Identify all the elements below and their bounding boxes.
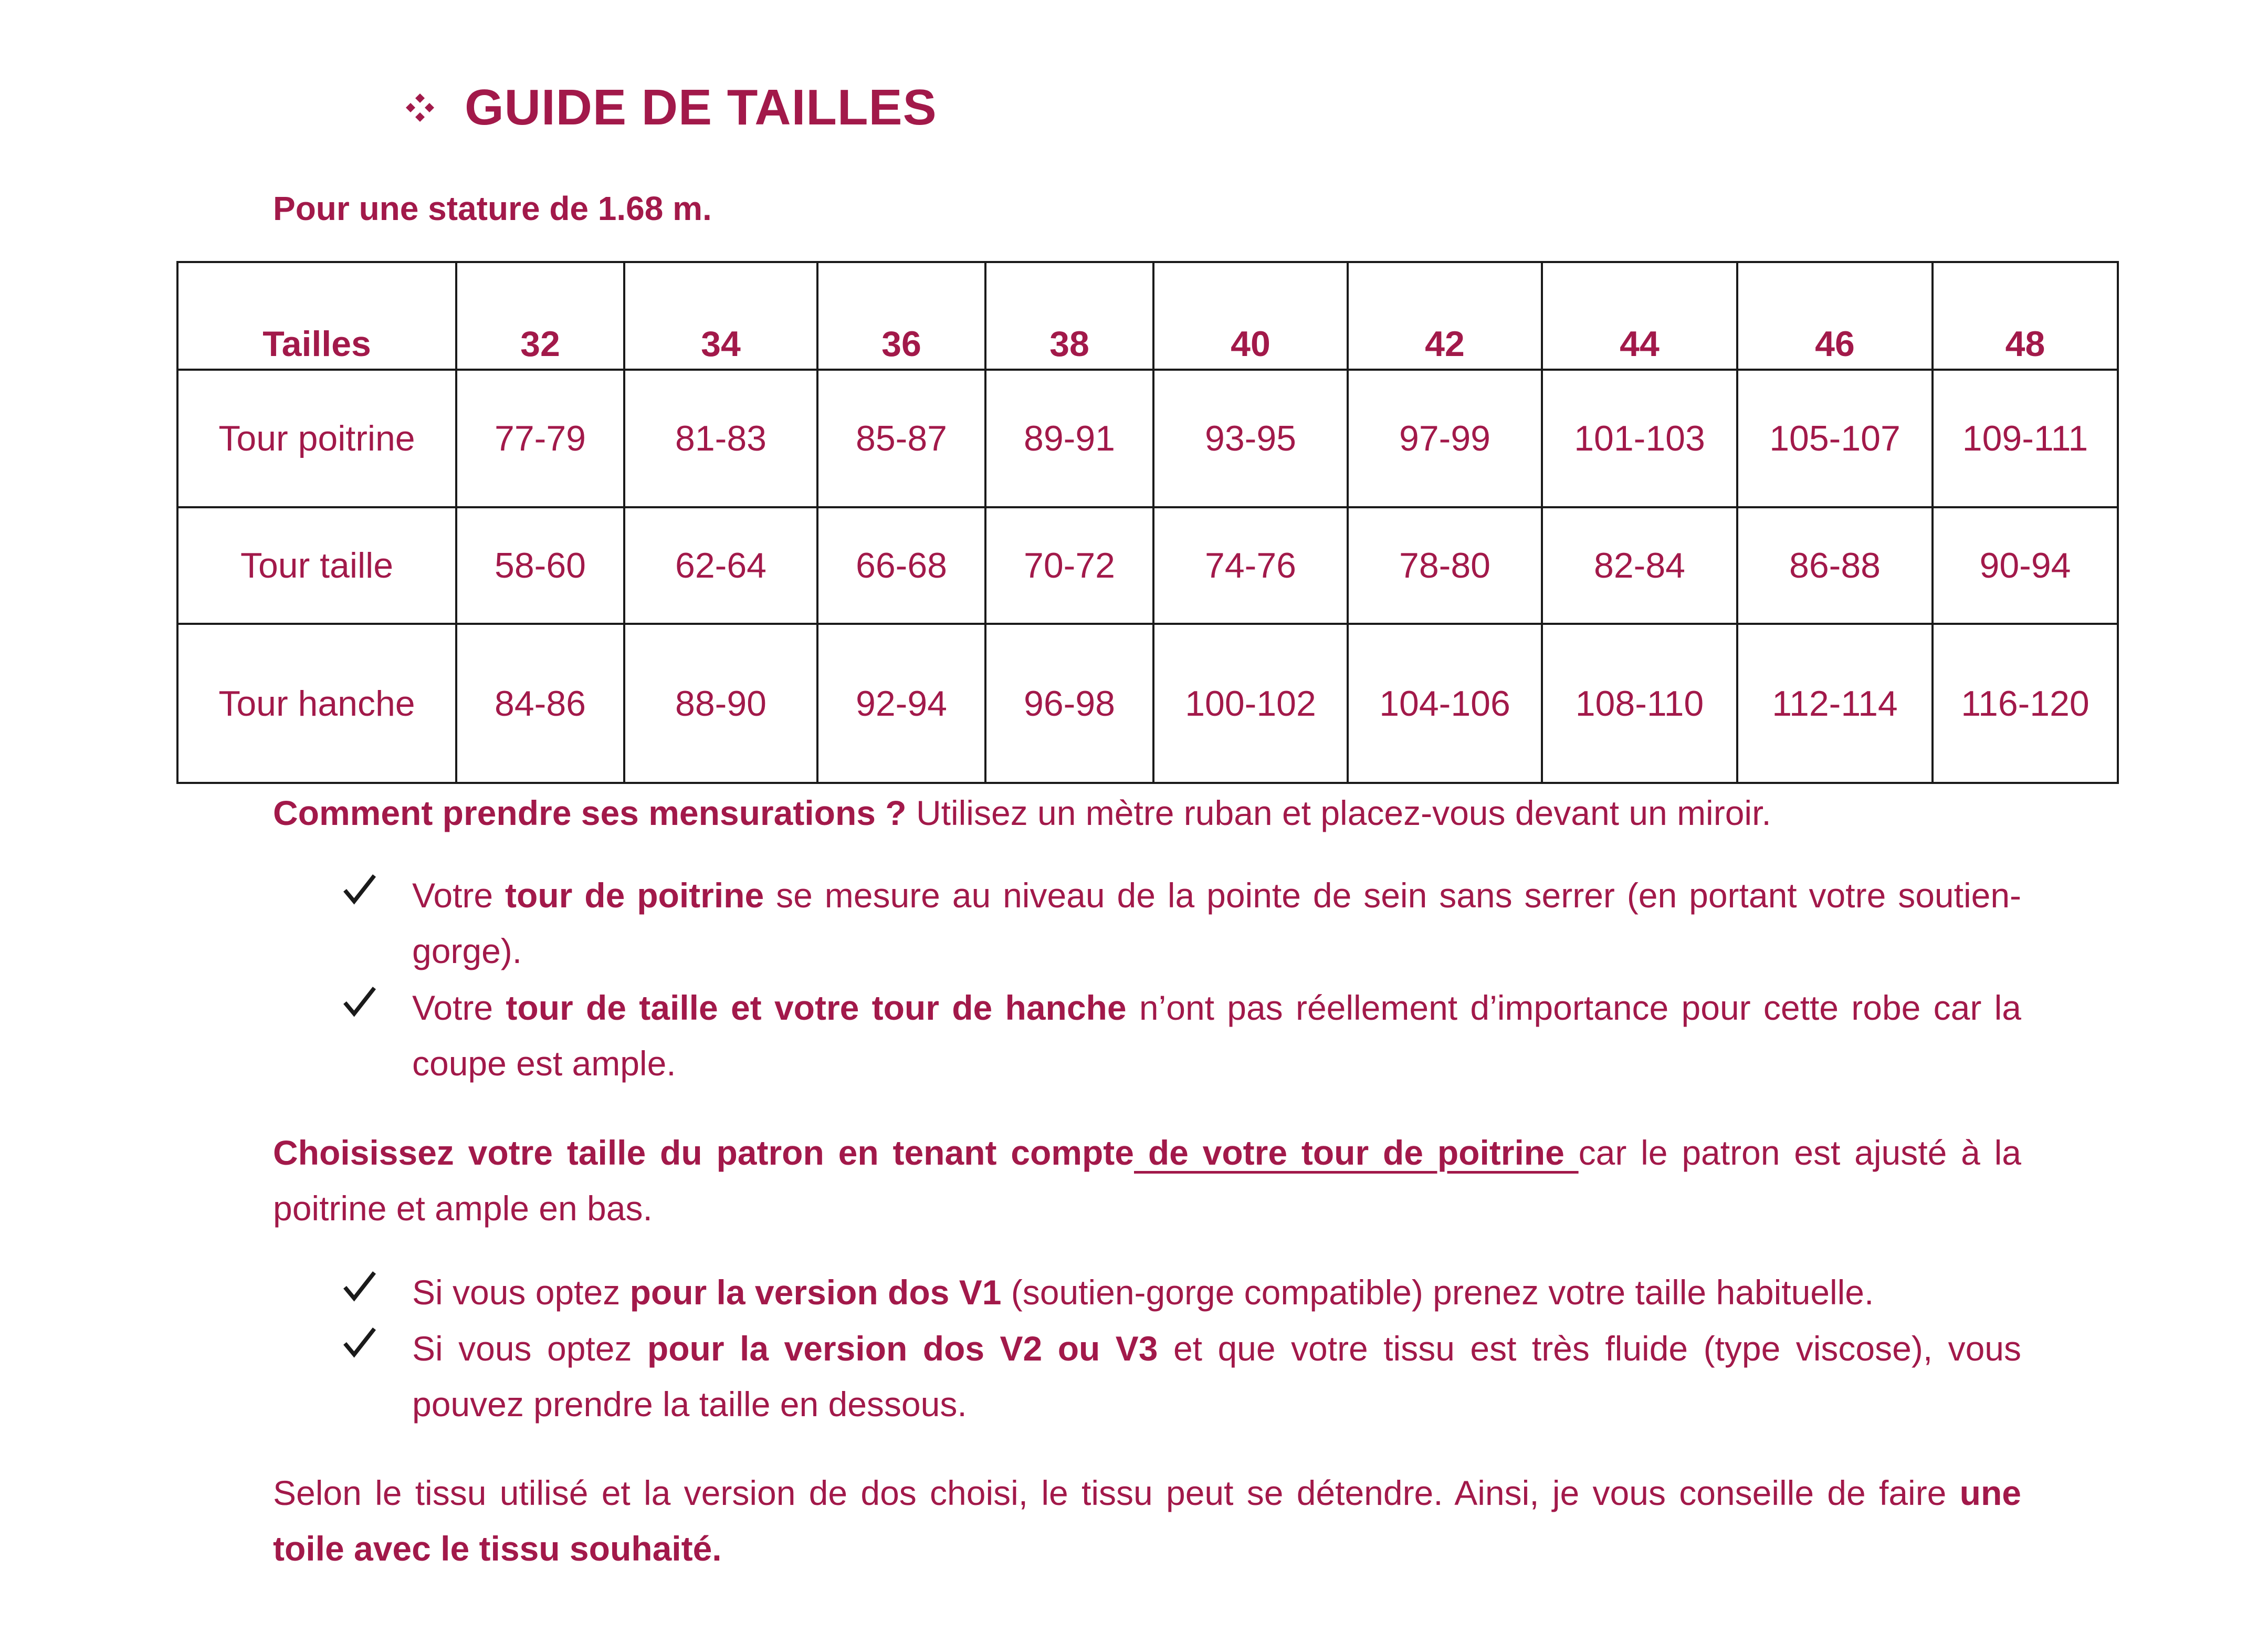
list-item xyxy=(273,867,2021,979)
list-item-bold: tour de poitrine xyxy=(505,876,764,915)
measure-answer: Utilisez un mètre ruban et placez-vous devant un miroir. xyxy=(906,793,1771,832)
list-item-text: Si vous optez xyxy=(412,1273,630,1312)
table-cell: 116-120 xyxy=(1933,624,2118,783)
closing-text: Selon le tissu utilisé et la version de dos choisi, le tissu peut se détendre. Ainsi, je vous conseille de faire xyxy=(273,1473,1960,1512)
closing-paragraph xyxy=(273,1465,2021,1576)
list-item-text: Si vous optez xyxy=(412,1329,647,1368)
table-header-cell: 46 xyxy=(1737,262,1933,370)
list-item-text: se mesure au niveau de la pointe de sein sans serrer (en portant votre soutien-gorge). xyxy=(412,876,2022,970)
table-cell: 66-68 xyxy=(817,507,985,624)
table-header-cell: 40 xyxy=(1153,262,1348,370)
list-item-bold: tour de taille et votre tour de hanche xyxy=(506,988,1127,1027)
table-row-label: Tour poitrine xyxy=(177,370,456,507)
choose-text: car le patron est ajusté à la poitrine et ample en bas. xyxy=(273,1133,2021,1228)
table-header-cell: 42 xyxy=(1348,262,1542,370)
table-cell: 97-99 xyxy=(1348,370,1542,507)
table-header-cell: 36 xyxy=(817,262,985,370)
table-row-label: Tour taille xyxy=(177,507,456,624)
table-cell: 89-91 xyxy=(985,370,1153,507)
list-item-text: Votre xyxy=(412,988,506,1027)
table-cell: 104-106 xyxy=(1348,624,1542,783)
table-cell: 112-114 xyxy=(1737,624,1933,783)
table-cell: 92-94 xyxy=(817,624,985,783)
list-item xyxy=(273,980,2021,1091)
table-row-tour-taille xyxy=(177,507,2118,624)
table-cell: 101-103 xyxy=(1542,370,1737,507)
list-item xyxy=(273,1264,2021,1320)
list-item-text: Votre xyxy=(412,876,506,915)
list-item xyxy=(273,1321,2021,1432)
table-cell: 62-64 xyxy=(624,507,817,624)
list-item-text: (soutien-gorge compatible) prenez votre taille habituelle. xyxy=(1001,1273,1874,1312)
table-cell: 77-79 xyxy=(456,370,624,507)
checkmark-icon xyxy=(341,980,378,1022)
table-cell: 96-98 xyxy=(985,624,1153,783)
table-cell: 81-83 xyxy=(624,370,817,507)
table-cell: 74-76 xyxy=(1153,507,1348,624)
title-row xyxy=(404,79,937,137)
table-cell: 108-110 xyxy=(1542,624,1737,783)
table-cell: 100-102 xyxy=(1153,624,1348,783)
checkmark-icon xyxy=(341,867,378,909)
checkmark-icon xyxy=(341,1264,378,1306)
table-header-cell: 34 xyxy=(624,262,817,370)
table-row-tour-poitrine xyxy=(177,370,2118,507)
table-row-label: Tour hanche xyxy=(177,624,456,783)
table-header-cell: 38 xyxy=(985,262,1153,370)
checkmark-icon xyxy=(341,1321,378,1363)
table-header-cell: 44 xyxy=(1542,262,1737,370)
table-cell: 84-86 xyxy=(456,624,624,783)
table-row-tour-hanche xyxy=(177,624,2118,783)
stature-subtitle: Pour une stature de 1.68 m. xyxy=(273,190,712,227)
choose-paragraph xyxy=(273,1125,2021,1236)
measure-question: Comment prendre ses mensurations ? xyxy=(273,793,907,832)
table-cell: 93-95 xyxy=(1153,370,1348,507)
list-item-text: et que votre tissu est très fluide (type viscose), vous pouvez prendre la taille en dessous. xyxy=(412,1329,2022,1424)
size-table xyxy=(176,261,2119,784)
table-cell: 88-90 xyxy=(624,624,817,783)
table-header-cell: 48 xyxy=(1933,262,2118,370)
page-title: GUIDE DE TAILLES xyxy=(465,79,937,135)
list-item-bold: pour la version dos V2 ou V3 xyxy=(647,1329,1158,1368)
table-header-cell: 32 xyxy=(456,262,624,370)
table-cell: 58-60 xyxy=(456,507,624,624)
list-item-bold: pour la version dos V1 xyxy=(629,1273,1002,1312)
table-cell: 70-72 xyxy=(985,507,1153,624)
four-diamond-bullet-icon xyxy=(404,92,436,123)
table-header-row xyxy=(177,262,2118,370)
table-cell: 78-80 xyxy=(1348,507,1542,624)
closing-bold: une toile avec le tissu souhaité. xyxy=(273,1473,2021,1568)
table-cell: 109-111 xyxy=(1933,370,2118,507)
table-cell: 105-107 xyxy=(1737,370,1933,507)
table-cell: 85-87 xyxy=(817,370,985,507)
choose-underline: de votre tour de poitrine xyxy=(1134,1133,1579,1172)
table-cell: 82-84 xyxy=(1542,507,1737,624)
table-cell: 90-94 xyxy=(1933,507,2118,624)
measure-paragraph xyxy=(273,785,2021,841)
list-item-text: n’ont pas réellement d’importance pour cette robe car la coupe est ample. xyxy=(412,988,2022,1083)
table-cell: 86-88 xyxy=(1737,507,1933,624)
table-header-cell: Tailles xyxy=(177,262,456,370)
choose-bold: Choisissez votre taille du patron en tenant compte xyxy=(273,1133,1134,1172)
